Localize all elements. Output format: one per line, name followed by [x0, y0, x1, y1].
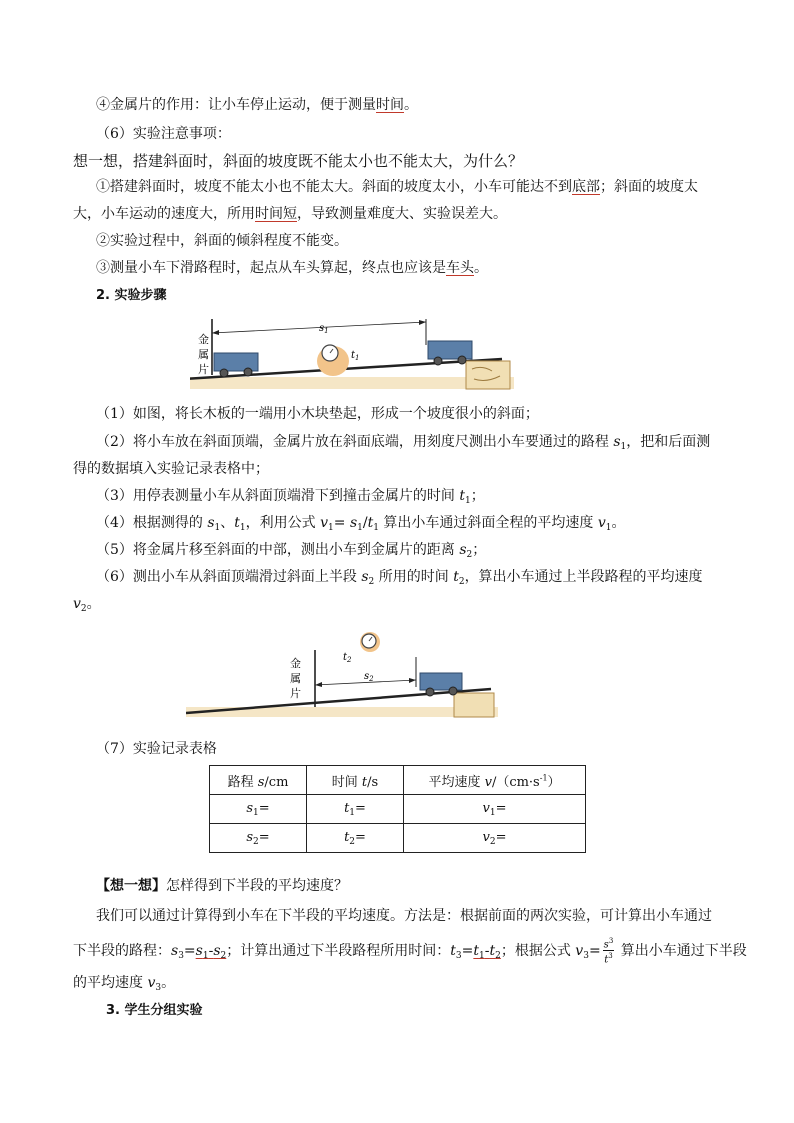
text-span: ） [547, 774, 561, 790]
subscript: 1 [239, 523, 246, 533]
text-span: ； [472, 542, 487, 558]
var: s [613, 434, 621, 450]
var: v [482, 829, 490, 845]
section-heading-group-experiment: 3. 学生分组实验 [106, 1003, 203, 1018]
text-span: /s [367, 774, 379, 790]
think-header [96, 876, 348, 896]
subscript: 1 [214, 523, 221, 533]
think-label: 【想一想】 [96, 878, 166, 894]
answer-underlined [473, 943, 500, 959]
var: t [459, 488, 465, 504]
text-span: ；斜面的坡度太 [600, 179, 698, 195]
s1-label: $s_1$ [319, 323, 329, 335]
cart-1-wheel [244, 368, 252, 376]
var: s [213, 942, 221, 959]
text-span: = [355, 800, 366, 816]
text-span: （6）测出小车从斜面顶端滑过斜面上半段 [96, 569, 362, 585]
t2-label: $t_2$ [343, 652, 352, 664]
fraction [603, 936, 615, 966]
var: t [453, 569, 459, 585]
subscript: 3 [455, 950, 462, 961]
subscript: 2 [368, 577, 375, 587]
method-para-1: 我们可以通过计算得到小车在下半段的平均速度。方法是：根据前面的两次实验，可计算出小车通过 [96, 908, 712, 924]
text-span: = [258, 829, 270, 845]
answer-underlined: 底部 [572, 179, 600, 195]
text-span: = [495, 829, 507, 845]
think-question: 想一想，搭建斜面时，斜面的坡度既不能太小也不能太大，为什么？ [73, 152, 524, 170]
text-span: （3）用停表测量小车从斜面顶端滑下到撞击金属片的时间 [96, 488, 460, 504]
var: t [604, 954, 609, 966]
plate-label-char: 片 [198, 363, 209, 376]
text-span: 的平均速度 [73, 975, 148, 991]
subscript: 3 [583, 950, 589, 961]
s2-label: $s_2$ [364, 671, 374, 683]
step-6 [96, 567, 703, 592]
wood-block [466, 361, 510, 389]
var: t [234, 515, 240, 531]
text-span: 算出小车通过斜面全程的平均速度 [378, 515, 598, 531]
subscript: 1 [465, 496, 471, 506]
subscript: 1 [357, 523, 363, 533]
text-span: 时间 [331, 774, 362, 790]
plate-label-char: 属 [198, 348, 209, 361]
section-heading-steps: 2. 实验步骤 [96, 288, 167, 303]
fraction-numerator [603, 936, 615, 951]
cart-2-wheel [458, 356, 466, 364]
text-span: 大，小车运动的速度大，所用 [73, 206, 255, 222]
var: s [349, 515, 358, 531]
table-row [210, 824, 586, 853]
var: v [73, 596, 81, 612]
incline-diagram-1 [190, 317, 520, 392]
step-6-cont [73, 594, 101, 619]
text-span: ，算出小车通过上半段路程的平均速度 [464, 569, 703, 585]
table-cell [210, 824, 307, 853]
cart-1-body [214, 353, 258, 371]
header-time [307, 766, 404, 795]
var: s [257, 774, 265, 790]
text-span: = [461, 942, 474, 959]
think-question-text: 怎样得到下半段的平均速度？ [166, 878, 348, 894]
text-span: 。 [404, 97, 418, 113]
subscript: 2 [80, 604, 87, 614]
var: s [195, 942, 203, 959]
table-cell [307, 824, 404, 853]
var: t [361, 774, 368, 790]
cart-wheel [449, 687, 457, 695]
subscript: 1 [478, 950, 485, 961]
step-1: （1）如图，将长木板的一端用小木块垫起，形成一个坡度很小的斜面； [96, 406, 539, 422]
var: t [450, 942, 456, 959]
var: s [246, 829, 254, 845]
note-2: ②实验过程中，斜面的倾斜程度不能变。 [96, 233, 348, 249]
note-1-line-2 [73, 204, 507, 224]
text-span: 。 [86, 596, 101, 612]
subscript: 2 [458, 577, 465, 587]
text-span: 路程 [227, 774, 258, 790]
text-span: （2）将小车放在斜面顶端，金属片放在斜面底端，用刻度尺测出小车要通过的路程 [96, 434, 614, 450]
var: t [489, 942, 496, 959]
step-2 [96, 432, 710, 457]
wood-block [454, 693, 494, 717]
text-span: = [355, 829, 366, 845]
var: t [344, 800, 350, 816]
method-para-2 [73, 936, 747, 970]
cart-1-wheel [220, 369, 228, 377]
text-span: = [258, 800, 270, 816]
method-para-3 [73, 973, 175, 998]
text-span: = [183, 942, 196, 959]
header-distance [210, 766, 307, 795]
table-row [210, 795, 586, 824]
text-span: /（cm·s [491, 774, 540, 790]
subscript: 1 [349, 807, 356, 818]
subscript: 1 [620, 442, 627, 452]
text-span: ；根据公式 [500, 942, 576, 959]
text-span: （4）根据测得的 [96, 515, 208, 531]
subscript: 2 [466, 550, 473, 560]
table-surface [190, 377, 514, 389]
text-span: ；计算出通过下半段路程所用时间： [226, 942, 451, 959]
subscript: 3 [178, 950, 184, 961]
t1-label: $t_1$ [351, 350, 360, 362]
table-header-row [210, 766, 586, 795]
note-3 [96, 258, 488, 278]
answer-underlined [196, 943, 227, 959]
text-span: 平均速度 [428, 774, 485, 790]
record-table [209, 765, 586, 853]
var: s [603, 939, 609, 951]
plate-label-char: 金 [198, 333, 209, 346]
cart-wheel [426, 688, 434, 696]
subscript: 3 [155, 983, 162, 993]
table-cell [404, 795, 586, 824]
var: s [246, 800, 254, 816]
text-span: 、 [220, 515, 235, 531]
text-span: ③测量小车下滑路程时，起点从车头算起，终点也应该是 [96, 260, 446, 276]
subsection-notes-title: （6）实验注意事项： [96, 126, 231, 142]
plate-label-char: 属 [290, 672, 301, 685]
text-span: （5）将金属片移至斜面的中部，测出小车到金属片的距离 [96, 542, 460, 558]
text-span: - [208, 942, 214, 959]
subscript: 1 [202, 950, 209, 961]
subscript: 1 [605, 523, 612, 533]
text-span: = [333, 515, 350, 531]
table-cell [307, 795, 404, 824]
header-average-speed [404, 766, 586, 795]
answer-underlined: 时间短 [255, 206, 297, 222]
text-span: 。 [611, 515, 626, 531]
note-1-line-1 [96, 177, 698, 197]
text-span: 算出小车通过下半段 [616, 942, 747, 959]
answer-underlined: 时间 [376, 97, 404, 113]
plate-label-char: 金 [290, 657, 301, 670]
answer-underlined: 车头 [446, 260, 474, 276]
step-3 [96, 486, 485, 511]
text-span: = [495, 800, 507, 816]
text-span: ①搭建斜面时，坡度不能太小也不能太大。斜面的坡度太小，小车可能达不到 [96, 179, 572, 195]
text-span: / [362, 515, 368, 531]
incline-diagram-2 [186, 625, 498, 721]
subscript: 2 [349, 836, 356, 847]
var: t [473, 942, 479, 959]
plate-label-char: 片 [290, 687, 301, 700]
text-span: /cm [264, 774, 289, 790]
subscript: 2 [220, 950, 227, 961]
text-span: = [588, 942, 601, 959]
step-5 [96, 540, 486, 565]
var: s [171, 942, 179, 959]
subscript: 1 [373, 523, 379, 533]
subscript: 1 [253, 807, 259, 818]
subscript: 1 [328, 523, 334, 533]
var: v [575, 942, 584, 959]
text-span: 。 [161, 975, 176, 991]
var: v [597, 515, 606, 531]
step-7: （7）实验记录表格 [96, 741, 217, 757]
var: s [459, 542, 467, 558]
superscript: 3 [608, 937, 614, 945]
text-span: ，把和后面测 [626, 434, 711, 450]
var: s [207, 515, 215, 531]
subscript: 2 [253, 836, 259, 847]
text-span: 所用的时间 [374, 569, 454, 585]
text-span: 下半段的路程： [73, 942, 171, 959]
cart-2-body [428, 341, 472, 359]
var: t [367, 515, 374, 531]
step-2-cont: 得的数据填入实验记录表格中； [73, 461, 269, 477]
subscript: 2 [495, 950, 501, 961]
step-4 [96, 513, 626, 538]
var: v [482, 800, 490, 816]
text-span: ，利用公式 [245, 515, 321, 531]
fraction-denominator [603, 951, 615, 965]
text-span: ④金属片的作用：让小车停止运动，便于测量 [96, 97, 376, 113]
table-cell [210, 795, 307, 824]
table-cell [404, 824, 586, 853]
arrow-head-left [315, 682, 322, 687]
arrow-head-left [212, 330, 219, 335]
text-metal-plate-purpose [96, 95, 418, 115]
var: v [484, 774, 492, 790]
cart-2-wheel [434, 357, 442, 365]
text-span: ； [470, 488, 485, 504]
text-span: - [484, 942, 490, 959]
arrow-head-right [419, 320, 426, 325]
text-span: ，导致测量难度大、实验误差大。 [297, 206, 507, 222]
superscript: -1 [539, 773, 548, 783]
var: v [320, 515, 329, 531]
var: v [147, 975, 156, 991]
var: t [344, 829, 350, 845]
subscript: 1 [489, 807, 496, 818]
text-span: 。 [474, 260, 488, 276]
var: s [361, 569, 369, 585]
subscript: 2 [489, 836, 496, 847]
superscript: 3 [608, 952, 613, 961]
arrow-head-right [409, 678, 416, 683]
